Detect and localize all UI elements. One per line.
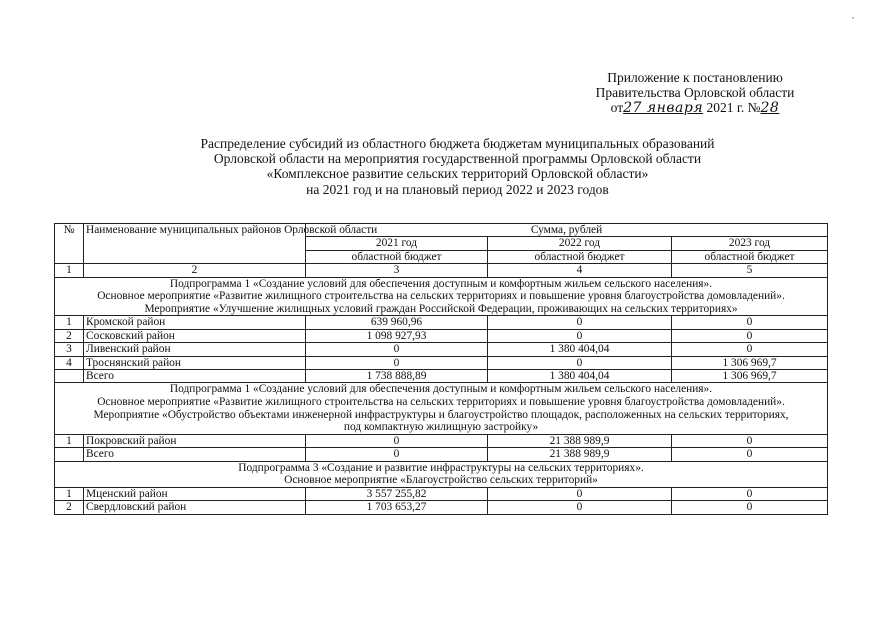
amount-2022: 1 380 404,04 (488, 343, 672, 356)
section-header-line: Мероприятие «Обустройство объектами инженерной инфраструктуры и благоустройство площадок, расположенных на сельских территориях, (93, 408, 789, 421)
amount-2021: 639 960,96 (306, 316, 488, 329)
header-row (55, 224, 828, 237)
header-year-2023: 2023 год (672, 237, 828, 250)
amount-2021: 0 (306, 356, 488, 369)
row-number: 3 (55, 343, 84, 356)
section-header-line: под компактную жилищную застройку» (343, 421, 539, 434)
handwritten-date: 27 января (623, 100, 704, 116)
amount-2021: 3 557 255,82 (306, 487, 488, 500)
header-budget: областной бюджет (488, 250, 672, 263)
appendix-date-line (611, 100, 780, 116)
section-header (55, 461, 828, 487)
amount-2023: 1 306 969,7 (672, 370, 828, 383)
amount-2023: 0 (672, 434, 828, 447)
row-number: 1 (55, 434, 84, 447)
total-row (55, 370, 828, 383)
row-number: 4 (55, 356, 84, 369)
title-line: Орловской области на мероприятия государственной программы Орловской области (213, 151, 702, 167)
appendix-line-1: Приложение к постановлению (607, 70, 783, 85)
amount-2022: 1 380 404,04 (488, 370, 672, 383)
amount-2021: 0 (306, 448, 488, 461)
section-header-line: Основное мероприятие «Развитие жилищного строительства на сельских территориях и повышение уровня благоустройства домовладений». (97, 290, 785, 303)
section-header-row (55, 277, 828, 316)
amount-2022: 21 388 989,9 (488, 434, 672, 447)
amount-2021: 1 738 888,89 (306, 370, 488, 383)
column-number: 1 (55, 264, 84, 277)
header-budget: областной бюджет (672, 250, 828, 263)
row-number (55, 448, 84, 461)
district-name: Мценский район (84, 487, 306, 500)
row-number: 1 (55, 316, 84, 329)
amount-2022: 0 (488, 316, 672, 329)
section-header-line: Подпрограмма 1 «Создание условий для обеспечения доступным и комфортным жильем сельского населения». (169, 383, 713, 396)
district-name: Кромской район (84, 316, 306, 329)
amount-2023: 0 (672, 316, 828, 329)
header-sum: Сумма, рублей (306, 224, 828, 237)
row-number: 2 (55, 329, 84, 342)
table-row (55, 343, 828, 356)
table-row (55, 329, 828, 342)
total-row (55, 448, 828, 461)
column-number: 3 (306, 264, 488, 277)
amount-2021: 0 (306, 434, 488, 447)
amount-2021: 1 703 653,27 (306, 501, 488, 514)
section-header-line: Основное мероприятие «Благоустройство сельских территорий» (284, 474, 598, 487)
amount-2022: 0 (488, 501, 672, 514)
district-name: Троснянский район (84, 356, 306, 369)
header-name: Наименование муниципальных районов Орловской области (84, 224, 306, 264)
section-header-row (55, 461, 828, 487)
table-row (55, 487, 828, 500)
amount-2022: 21 388 989,9 (488, 448, 672, 461)
district-name: Всего (84, 448, 306, 461)
section-header-line: Подпрограмма 1 «Создание условий для обеспечения доступным и комфортным жильем сельского населения». (169, 277, 713, 290)
title-line: Распределение субсидий из областного бюджета бюджетам муниципальных образований (200, 136, 715, 151)
table-row (55, 356, 828, 369)
amount-2023: 0 (672, 329, 828, 342)
row-number (55, 370, 84, 383)
table-row (55, 316, 828, 329)
scan-dot: • (852, 16, 855, 22)
district-name: Сосковский район (84, 329, 306, 342)
amount-2022: 0 (488, 487, 672, 500)
section-header-line: Мероприятие «Улучшение жилищных условий граждан Российской Федерации, проживающих на сельских территориях» (144, 302, 738, 315)
amount-2021: 1 098 927,93 (306, 329, 488, 342)
section-header (55, 383, 828, 434)
column-number: 4 (488, 264, 672, 277)
district-name: Всего (84, 370, 306, 383)
table-row (55, 434, 828, 447)
column-number: 5 (672, 264, 828, 277)
appendix-line-2: Правительства Орловской области (595, 85, 795, 100)
district-name: Свердловский район (84, 501, 306, 514)
amount-2022: 0 (488, 356, 672, 369)
section-header (55, 277, 828, 316)
title-line: на 2021 год и на плановый период 2022 и 2023 годов (306, 181, 609, 197)
subsidy-table (54, 223, 828, 515)
title-line: «Комплексное развитие сельских территорий Орловской области» (266, 166, 649, 182)
appendix-block (560, 70, 830, 116)
row-number: 2 (55, 501, 84, 514)
amount-2023: 0 (672, 501, 828, 514)
district-name: Покровский район (84, 434, 306, 447)
row-number: 1 (55, 487, 84, 500)
header-budget: областной бюджет (306, 250, 488, 263)
header-year-2021: 2021 год (306, 237, 488, 250)
column-number: 2 (84, 264, 306, 277)
amount-2023: 0 (672, 343, 828, 356)
district-name: Ливенский район (84, 343, 306, 356)
section-header-line: Основное мероприятие «Развитие жилищного строительства на сельских территориях и повышение уровня благоустройства домовладений». (97, 396, 785, 409)
appendix-year: 2021 г. № (706, 100, 761, 115)
header-num: № (55, 224, 84, 264)
column-numbers-row (55, 264, 828, 277)
amount-2021: 0 (306, 343, 488, 356)
table-row (55, 501, 828, 514)
section-header-line: Подпрограмма 3 «Создание и развитие инфраструктуры на сельских территориях». (238, 461, 644, 474)
amount-2023: 1 306 969,7 (672, 356, 828, 369)
appendix-prefix: от (610, 100, 624, 115)
amount-2023: 0 (672, 487, 828, 500)
section-header-row (55, 383, 828, 434)
amount-2023: 0 (672, 448, 828, 461)
handwritten-number: 28 (760, 100, 780, 116)
header-year-2022: 2022 год (488, 237, 672, 250)
amount-2022: 0 (488, 329, 672, 342)
document-title (100, 136, 815, 197)
